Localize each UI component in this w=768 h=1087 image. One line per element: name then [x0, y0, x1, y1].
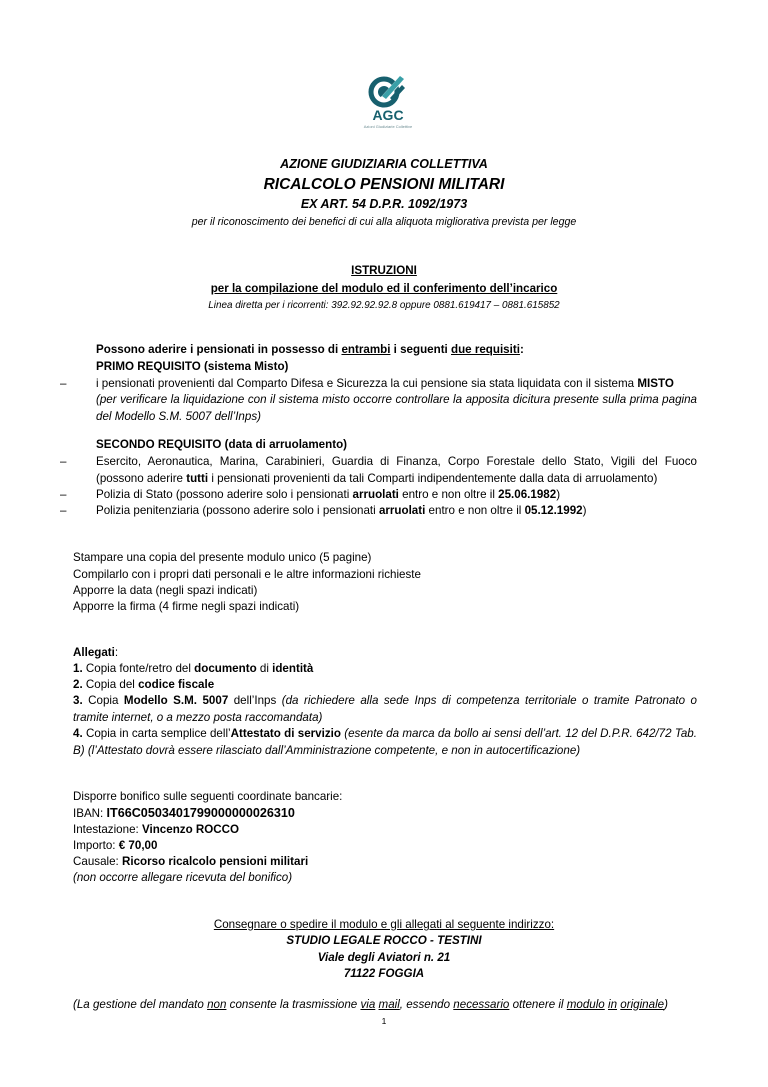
step-item: Apporre la firma (4 firme negli spazi indicati): [73, 600, 300, 613]
address-intro: Consegnare o spedire il modulo e gli allegati al seguente indirizzo:: [213, 918, 555, 931]
instructions-subtitle: per la compilazione del modulo ed il conferimento dell’incarico: [210, 282, 558, 295]
step-item: Stampare una copia del presente modulo unico (5 pagine): [73, 551, 372, 564]
step-item: Compilarlo con i propri dati personali e le altre informazioni richieste: [73, 568, 421, 581]
second-requirement-title: SECONDO REQUISITO (data di arruolamento): [96, 438, 348, 451]
hotline: Linea diretta per i ricorrenti: 392.92.92.92.8 oppure 0881.619417 – 0881.615852: [208, 300, 560, 311]
logo-tagline: Azioni Giudiziarie Collettive: [363, 124, 413, 129]
first-requirement-item: i pensionati provenienti dal Comparto Difesa e Sicurezza la cui pensione sia stata liquidata con il sistema MISTO: [96, 377, 674, 390]
list-bullet: –: [60, 377, 67, 390]
first-requirement-note: (per verificare la liquidazione con il sistema misto occorre controllare la apposita dicitura presente sulla prima pagina del Modello S.M. 5007 dell’Inps): [96, 393, 697, 423]
attachments-title: Allegati:: [73, 646, 119, 659]
attachment-item: 3. Copia Modello S.M. 5007 dell’Inps (da richiedere alla sede Inps di competenza territoriale o tramite Patronato o tramite internet, o a mezzo posta raccomandata): [73, 694, 698, 724]
header-legal-ref: EX ART. 54 D.P.R. 1092/1973: [300, 197, 468, 211]
header-subtitle: per il riconoscimento dei benefici di cui alla aliquota migliorativa prevista per legge: [191, 216, 577, 228]
address-name: STUDIO LEGALE ROCCO - TESTINI: [286, 934, 482, 947]
attachment-item: 4. Copia in carta semplice dell’Attestato di servizio (esente da marca da bollo ai sensi dell’art. 12 del D.P.R. 642/72 Tab. B) (l’Attestato dovrà essere rilasciato dall’Amministrazione competente, e non in autocertificazione): [73, 727, 697, 757]
address-street: Viale degli Aviatori n. 21: [317, 951, 451, 964]
second-requirement-item-prison-police: Polizia penitenziaria (possono aderire solo i pensionati arruolati entro e non oltre il 05.12.1992): [96, 504, 587, 517]
address-city: 71122 FOGGIA: [343, 967, 425, 980]
attachment-item: 2. Copia del codice fiscale: [73, 678, 215, 691]
agc-logo: [358, 72, 418, 136]
step-item: Apporre la data (negli spazi indicati): [73, 584, 258, 597]
page-number: 1: [381, 1016, 387, 1026]
header-action: AZIONE GIUDIZIARIA COLLETTIVA: [280, 157, 488, 171]
payment-holder: Intestazione: Vincenzo ROCCO: [73, 823, 240, 836]
instructions-title: ISTRUZIONI: [351, 264, 417, 277]
payment-note: (non occorre allegare ricevuta del bonifico): [73, 871, 293, 884]
list-bullet: –: [60, 488, 67, 501]
footer-note: (La gestione del mandato non consente la trasmissione via mail, essendo necessario ottenere il modulo in originale): [73, 998, 668, 1011]
logo-name: AGC: [372, 107, 404, 123]
payment-iban: IBAN: IT66C0503401799000000026310: [73, 806, 295, 820]
list-bullet: –: [60, 455, 67, 468]
list-bullet: –: [60, 504, 67, 517]
first-requirement-title: PRIMO REQUISITO (sistema Misto): [96, 360, 289, 373]
agc-logo-icon: [358, 72, 418, 108]
second-requirement-item-police: Polizia di Stato (possono aderire solo i pensionati arruolati entro e non oltre il 25.06.1982): [96, 488, 561, 501]
page-title: RICALCOLO PENSIONI MILITARI: [263, 176, 505, 193]
second-requirement-item-armed-forces: Esercito, Aeronautica, Marina, Carabinieri, Guardia di Finanza, Corpo Forestale dello Stato, Vigili del Fuoco (possono aderire tutti i pensionati provenienti da tali Comparti indipendentemente dalla data di arruolamento): [96, 455, 697, 485]
payment-amount: Importo: € 70,00: [73, 839, 158, 852]
requirements-intro: Possono aderire i pensionati in possesso di entrambi i seguenti due requisiti:: [96, 343, 524, 356]
attachment-item: 1. Copia fonte/retro del documento di identità: [73, 662, 314, 675]
payment-intro: Disporre bonifico sulle seguenti coordinate bancarie:: [73, 790, 343, 803]
payment-reason: Causale: Ricorso ricalcolo pensioni militari: [73, 855, 309, 868]
